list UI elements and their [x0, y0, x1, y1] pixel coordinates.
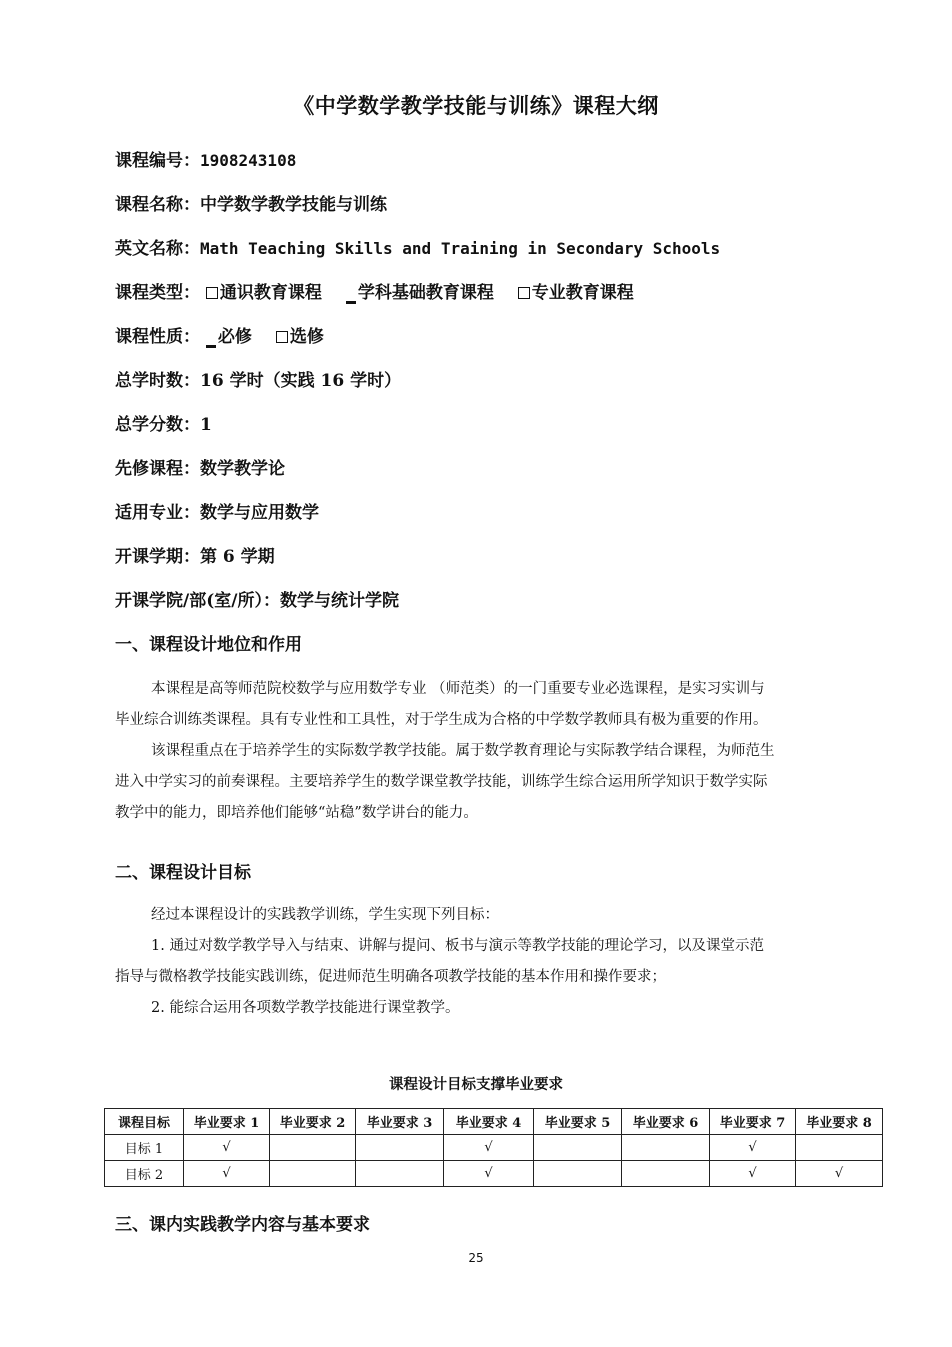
table-header-row [105, 1109, 883, 1135]
table-header-cell: 毕业要求 7 [710, 1109, 796, 1135]
course-code-value: 1908243108 [200, 151, 297, 170]
table-header-cell: 毕业要求 5 [534, 1109, 622, 1135]
college-label: 开课学院/部(室/所）： [115, 591, 280, 611]
table-header-cell: 毕业要求 4 [444, 1109, 534, 1135]
table-cell: √ [444, 1135, 534, 1161]
course-code-label: 课程编号： [115, 151, 200, 171]
table-header-cell: 毕业要求 1 [184, 1109, 270, 1135]
unchecked-box-icon [518, 287, 530, 299]
goal-1-line: 指导与微格教学技能实践训练，促进师范生明确各项教学技能的基本作用和操作要求； [115, 969, 666, 985]
table-cell [270, 1161, 356, 1187]
course-code-line [115, 149, 915, 173]
unchecked-box-icon [206, 287, 218, 299]
section1-heading: 一、课程设计地位和作用 [115, 635, 302, 655]
paragraph-line: 进入中学实习的前奏课程。主要培养学生的数学课堂教学技能，训练学生综合运用所学知识于数学实际 [115, 774, 768, 790]
english-name-label: 英文名称： [115, 239, 200, 259]
goal-2-line: 2. 能综合运用各项数学教学技能进行课堂教学。 [151, 1000, 460, 1016]
total-hours-line [115, 369, 915, 393]
table-cell [796, 1135, 883, 1161]
course-nature-label: 课程性质： [115, 327, 200, 347]
checked-box-icon [206, 345, 216, 348]
course-type-line [115, 281, 915, 305]
nature-option-required: 必修 [206, 327, 252, 347]
total-credits-line [115, 413, 915, 437]
table-row [105, 1161, 883, 1187]
total-hours-label: 总学时数： [115, 371, 200, 391]
prerequisite-line [115, 457, 915, 481]
section1-paragraph-1 [115, 674, 865, 736]
document-title: 《中学数学教学技能与训练》课程大纲 [293, 93, 659, 118]
total-credits-label: 总学分数： [115, 415, 200, 435]
major-label: 适用专业： [115, 503, 200, 523]
paragraph-line: 毕业综合训练类课程。具有专业性和工具性，对于学生成为合格的中学数学教师具有极为重要的作用。 [115, 712, 768, 728]
nature-option-elective: 选修 [276, 327, 324, 347]
goal-1-line: 1. 通过对数学教学导入与结束、讲解与提问、板书与演示等教学技能的理论学习，以及课堂示范 [151, 938, 764, 954]
table-cell: √ [796, 1161, 883, 1187]
prerequisite-label: 先修课程： [115, 459, 200, 479]
table-header-cell: 课程目标 [105, 1109, 184, 1135]
table-cell [622, 1161, 710, 1187]
paragraph-line: 本课程是高等师范院校数学与应用数学专业 （师范类）的一门重要专业必选课程，是实习实训与 [151, 681, 765, 697]
table-header-cell: 毕业要求 8 [796, 1109, 883, 1135]
table-cell [356, 1161, 444, 1187]
table-cell: √ [710, 1161, 796, 1187]
total-hours-value: 16 学时（实践 16 学时） [200, 371, 402, 391]
table-cell: √ [184, 1135, 270, 1161]
course-nature-line [115, 325, 915, 349]
total-credits-value: 1 [200, 415, 212, 435]
table-cell: √ [444, 1161, 534, 1187]
section2-heading: 二、课程设计目标 [115, 863, 251, 883]
major-value: 数学与应用数学 [200, 503, 319, 523]
table-cell: 目标 2 [105, 1161, 184, 1187]
section2-intro: 经过本课程设计的实践教学训练，学生实现下列目标： [151, 907, 499, 923]
table-cell [534, 1135, 622, 1161]
section1-paragraph-2 [115, 736, 865, 829]
prerequisite-value: 数学教学论 [200, 459, 285, 479]
table-cell [356, 1135, 444, 1161]
course-name-line [115, 193, 915, 217]
table-header-cell: 毕业要求 3 [356, 1109, 444, 1135]
support-table [104, 1108, 883, 1187]
major-line [115, 501, 915, 525]
college-value: 数学与统计学院 [279, 591, 399, 611]
table-header-cell: 毕业要求 2 [270, 1109, 356, 1135]
table-cell [534, 1161, 622, 1187]
paragraph-line: 教学中的能力，即培养他们能够“站稳”数学讲台的能力。 [115, 805, 478, 821]
english-name-line [115, 237, 915, 261]
type-option-discipline: 学科基础教育课程 [346, 283, 494, 303]
table-caption: 课程设计目标支撑毕业要求 [389, 1076, 563, 1093]
table-cell: 目标 1 [105, 1135, 184, 1161]
section3-heading: 三、课内实践教学内容与基本要求 [115, 1215, 370, 1235]
semester-label: 开课学期： [115, 547, 200, 567]
english-name-value: Math Teaching Skills and Training in Secondary Schools [200, 239, 721, 258]
table-cell [270, 1135, 356, 1161]
unchecked-box-icon [276, 331, 288, 343]
table-cell [622, 1135, 710, 1161]
table-cell: √ [184, 1161, 270, 1187]
table-row [105, 1135, 883, 1161]
checked-box-icon [346, 301, 356, 304]
paragraph-line: 该课程重点在于培养学生的实际数学教学技能。属于数学教育理论与实际教学结合课程，为师范生 [151, 743, 775, 759]
page-number: 25 [468, 1251, 484, 1265]
section2-content [115, 900, 865, 1024]
course-name-label: 课程名称： [115, 195, 200, 215]
college-line [115, 589, 915, 613]
type-option-professional: 专业教育课程 [518, 283, 634, 303]
semester-value: 第 6 学期 [200, 547, 275, 567]
course-name-value: 中学数学教学技能与训练 [200, 195, 387, 215]
course-type-label: 课程类型： [115, 283, 200, 303]
table-header-cell: 毕业要求 6 [622, 1109, 710, 1135]
semester-line [115, 545, 915, 569]
table-cell: √ [710, 1135, 796, 1161]
type-option-general: 通识教育课程 [206, 283, 322, 303]
